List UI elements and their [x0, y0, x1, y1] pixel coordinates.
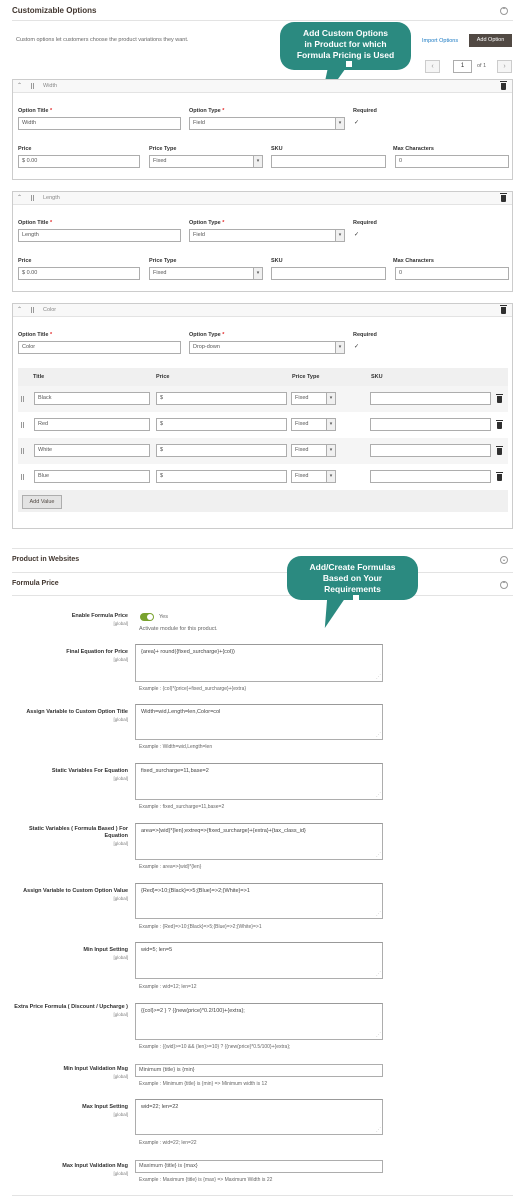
select-arrow-icon: ▾	[335, 230, 344, 241]
resize-handle-icon[interactable]: ⋰	[376, 911, 381, 917]
select-arrow-icon: ▾	[326, 471, 335, 482]
grid-header-price: Price	[156, 374, 170, 380]
enable-formula-price-label: Enable Formula Price [global]	[71, 613, 128, 626]
drag-handle-icon[interactable]	[31, 307, 35, 313]
value-price-type-select[interactable]: Fixed ▾	[291, 444, 336, 457]
callout-line: in Product for which	[304, 39, 387, 49]
section-title-product-in-websites[interactable]: Product in Websites	[12, 556, 80, 563]
collapse-up-icon[interactable]: ⌃	[501, 582, 507, 588]
price-label: Price	[18, 258, 32, 264]
chevron-up-icon[interactable]: ⌃	[17, 83, 23, 89]
price-label: Price	[18, 146, 32, 152]
value-row	[18, 464, 508, 490]
callout-line: Add Custom Options	[303, 28, 388, 38]
option-title-label: Option Title *	[18, 332, 53, 338]
enable-note: Activate module for this product.	[139, 626, 218, 632]
option-card-name: Width	[43, 83, 58, 89]
chevron-up-icon[interactable]: ⌃	[17, 307, 23, 313]
drag-handle-icon[interactable]	[31, 83, 35, 89]
option-title-input[interactable]: Color	[18, 341, 181, 354]
required-label: Required	[353, 220, 377, 226]
select-arrow-icon: ▾	[335, 342, 344, 353]
trash-icon[interactable]	[497, 448, 502, 455]
sku-input[interactable]	[271, 155, 386, 168]
add-value-button[interactable]: Add Value	[22, 495, 62, 509]
assign-variable-value-textarea[interactable]: {Red}=>10;{Black}=>5;{Blue}=>2;{White}=>1 ⋰	[135, 883, 383, 919]
callout-line: Based on Your	[322, 573, 383, 583]
required-label: Required	[353, 108, 377, 114]
drag-handle-icon[interactable]	[21, 422, 25, 428]
value-row	[18, 412, 508, 438]
value-sku-input[interactable]	[370, 470, 491, 483]
callout-line: Formula Pricing is Used	[296, 50, 395, 60]
option-card-width	[12, 79, 513, 180]
pager-total: of 1	[477, 63, 487, 69]
value-sku-input[interactable]	[370, 392, 491, 405]
static-variables-formula-label: Static Variables ( Formula Based ) For Equation [global]	[28, 826, 128, 846]
value-price-input[interactable]: $	[156, 418, 287, 431]
drag-handle-icon[interactable]	[21, 448, 25, 454]
price-input[interactable]: $ 0.00	[18, 155, 140, 168]
option-card-length	[12, 191, 513, 292]
option-type-select[interactable]: Field ▾	[189, 117, 345, 130]
value-row	[18, 386, 508, 412]
extra-price-formula-textarea[interactable]: {{col}>=2 } ? {{new(price}*0.2/100}+{extra}; ⋰	[135, 1003, 383, 1040]
value-price-input[interactable]: $	[156, 392, 287, 405]
trash-icon[interactable]	[497, 422, 502, 429]
value-sku-input[interactable]	[370, 444, 491, 457]
grid-header-title: Title	[33, 374, 45, 380]
value-title-input[interactable]: Red	[34, 418, 150, 431]
max-characters-label: Max Characters	[393, 258, 434, 264]
drag-handle-icon[interactable]	[31, 195, 35, 201]
resize-handle-icon[interactable]: ⋰	[376, 732, 381, 738]
value-price-type-select[interactable]: Fixed ▾	[291, 392, 336, 405]
drag-handle-icon[interactable]	[21, 396, 25, 402]
expand-down-icon[interactable]: ⌄	[501, 557, 507, 563]
field-example: Example : wid=12; len=12	[139, 984, 197, 990]
enable-formula-price-toggle[interactable]	[140, 613, 154, 621]
option-type-label: Option Type *	[189, 108, 225, 114]
select-arrow-icon: ▾	[326, 445, 335, 456]
pager-current-input[interactable]: 1	[453, 60, 472, 73]
final-equation-textarea[interactable]: {area}+ round({fixed_surcharge}+{col}) ⋰	[135, 644, 383, 682]
select-arrow-icon: ▾	[253, 268, 262, 279]
callout-line: Requirements	[324, 584, 381, 594]
price-type-select[interactable]: Fixed ▾	[149, 267, 263, 280]
price-input[interactable]: $ 0.00	[18, 267, 140, 280]
option-type-label: Option Type *	[189, 332, 225, 338]
select-arrow-icon: ▾	[326, 419, 335, 430]
option-title-label: Option Title *	[18, 220, 53, 226]
callout-line: Add/Create Formulas	[309, 562, 396, 572]
option-card-header	[13, 192, 512, 205]
value-sku-input[interactable]	[370, 418, 491, 431]
value-price-input[interactable]: $	[156, 444, 287, 457]
price-type-label: Price Type	[149, 258, 177, 264]
option-card-name: Length	[43, 195, 60, 201]
option-type-select[interactable]: Drop-down ▾	[189, 341, 345, 354]
max-characters-label: Max Characters	[393, 146, 434, 152]
value-title-input[interactable]: Blue	[34, 470, 150, 483]
field-example: Example : Maximum {title} is {max} => Maximum Width is 22	[139, 1177, 273, 1183]
divider	[12, 572, 513, 573]
value-price-type-select[interactable]: Fixed ▾	[291, 418, 336, 431]
assign-variable-title-label: Assign Variable to Custom Option Title [global]	[26, 709, 128, 722]
drag-handle-icon[interactable]	[21, 474, 25, 480]
option-card-header	[13, 80, 512, 93]
max-validation-msg-input[interactable]: Maximum {title} is {max}	[135, 1160, 383, 1173]
trash-icon[interactable]	[501, 307, 506, 314]
field-example: Example : {col}*{price}+fixed_surcharge}+{extra}	[139, 686, 247, 692]
field-example: Example : wid=22; len=22	[139, 1140, 197, 1146]
required-checkbox[interactable]: ✓	[354, 232, 360, 238]
value-title-input[interactable]: White	[34, 444, 150, 457]
sku-input[interactable]	[271, 267, 386, 280]
value-row	[18, 438, 508, 464]
trash-icon[interactable]	[497, 474, 502, 481]
max-characters-input[interactable]: 0	[395, 155, 509, 168]
field-example: Example : {Red}=>10;{Black}=>5;{Blue}=>2;{White}=>1	[139, 924, 262, 930]
max-characters-input[interactable]: 0	[395, 267, 509, 280]
section-title-formula-price: Formula Price	[12, 580, 59, 587]
trash-icon[interactable]	[501, 195, 506, 202]
min-validation-msg-label: Min Input Validation Msg [global]	[63, 1066, 128, 1079]
callout-formulas	[287, 556, 418, 600]
min-input-setting-textarea[interactable]: wid=5; len=5 ⋰	[135, 942, 383, 979]
option-title-label: Option Title *	[18, 108, 53, 114]
resize-handle-icon[interactable]: ⋰	[376, 1032, 381, 1038]
min-input-setting-label: Min Input Setting [global]	[83, 947, 128, 960]
field-example: Example : area=>{wid}*{len}	[139, 864, 202, 870]
field-example: Example : Width=wid,Length=len	[139, 744, 213, 750]
pager-next-button[interactable]: ›	[497, 60, 512, 73]
add-option-button[interactable]: Add Option	[469, 34, 512, 47]
option-title-input[interactable]: Length	[18, 229, 181, 242]
values-grid-header	[18, 368, 508, 386]
extra-price-formula-label: Extra Price Formula ( Discount / Upcharge ) [global]	[14, 1004, 128, 1017]
value-price-input[interactable]: $	[156, 470, 287, 483]
static-variables-formula-textarea[interactable]: area=>{wid}*{len};extreq=>{fixed_surcharge}+{extra}+{tax_class_id} ⋰	[135, 823, 383, 860]
collapse-up-icon[interactable]: ⌃	[501, 8, 507, 14]
option-card-header	[13, 304, 512, 317]
resize-handle-icon[interactable]: ⋰	[376, 852, 381, 858]
select-arrow-icon: ▾	[326, 393, 335, 404]
toggle-value: Yes	[159, 614, 168, 620]
callout-custom-options	[280, 22, 411, 70]
section-description: Custom options let customers choose the product variations they want.	[16, 37, 189, 43]
min-validation-msg-input[interactable]: Minimum {title} is {min}	[135, 1064, 383, 1077]
static-variables-label: Static Variables For Equation [global]	[51, 768, 128, 781]
max-validation-msg-label: Max Input Validation Msg [global]	[62, 1163, 128, 1176]
sku-label: SKU	[271, 258, 283, 264]
divider	[12, 595, 513, 596]
required-checkbox[interactable]: ✓	[354, 120, 360, 126]
grid-header-price-type: Price Type	[292, 374, 320, 380]
field-example: Example : Minimum {title} is {min} => Minimum width is 12	[139, 1081, 268, 1087]
select-arrow-icon: ▾	[335, 118, 344, 129]
callout-pointer	[321, 598, 345, 628]
option-card-color	[12, 303, 513, 529]
resize-handle-icon[interactable]: ⋰	[376, 674, 381, 680]
trash-icon[interactable]	[497, 396, 502, 403]
price-type-label: Price Type	[149, 146, 177, 152]
divider	[12, 548, 513, 549]
select-arrow-icon: ▾	[253, 156, 262, 167]
pager-prev-button[interactable]: ‹	[425, 60, 440, 73]
resize-handle-icon[interactable]: ⋰	[376, 792, 381, 798]
chevron-up-icon[interactable]: ⌃	[17, 195, 23, 201]
option-type-select[interactable]: Field ▾	[189, 229, 345, 242]
assign-variable-value-label: Assign Variable to Custom Option Value [global]	[23, 888, 128, 901]
final-equation-label: Final Equation for Price [global]	[66, 649, 128, 662]
option-card-name: Color	[43, 307, 57, 313]
grid-header-sku: SKU	[371, 374, 383, 380]
assign-variable-title-textarea[interactable]: Width=wid,Length=len,Color=col ⋰	[135, 704, 383, 740]
option-type-label: Option Type *	[189, 220, 225, 226]
trash-icon[interactable]	[501, 83, 506, 90]
value-price-type-select[interactable]: Fixed ▾	[291, 470, 336, 483]
divider	[12, 1195, 513, 1196]
import-options-link[interactable]: Import Options	[422, 38, 459, 44]
section-title-customizable-options: Customizable Options	[12, 6, 97, 15]
max-input-setting-textarea[interactable]: wid=22; len=22 ⋰	[135, 1099, 383, 1135]
value-title-input[interactable]: Black	[34, 392, 150, 405]
resize-handle-icon[interactable]: ⋰	[376, 971, 381, 977]
resize-handle-icon[interactable]: ⋰	[376, 1127, 381, 1133]
values-grid-footer	[18, 490, 508, 512]
field-example: Example : {{wid}>=10 && {len}>=10} ? {{new(price}*0.5/100}+{extra};	[139, 1044, 291, 1050]
required-label: Required	[353, 332, 377, 338]
max-input-setting-label: Max Input Setting [global]	[82, 1104, 128, 1117]
option-title-input[interactable]: Width	[18, 117, 181, 130]
required-checkbox[interactable]: ✓	[354, 344, 360, 350]
static-variables-textarea[interactable]: fixed_surcharge=11,base=2 ⋰	[135, 763, 383, 800]
sku-label: SKU	[271, 146, 283, 152]
field-example: Example : fixed_surcharge=11,base=2	[139, 804, 225, 810]
price-type-select[interactable]: Fixed ▾	[149, 155, 263, 168]
divider	[12, 20, 513, 21]
